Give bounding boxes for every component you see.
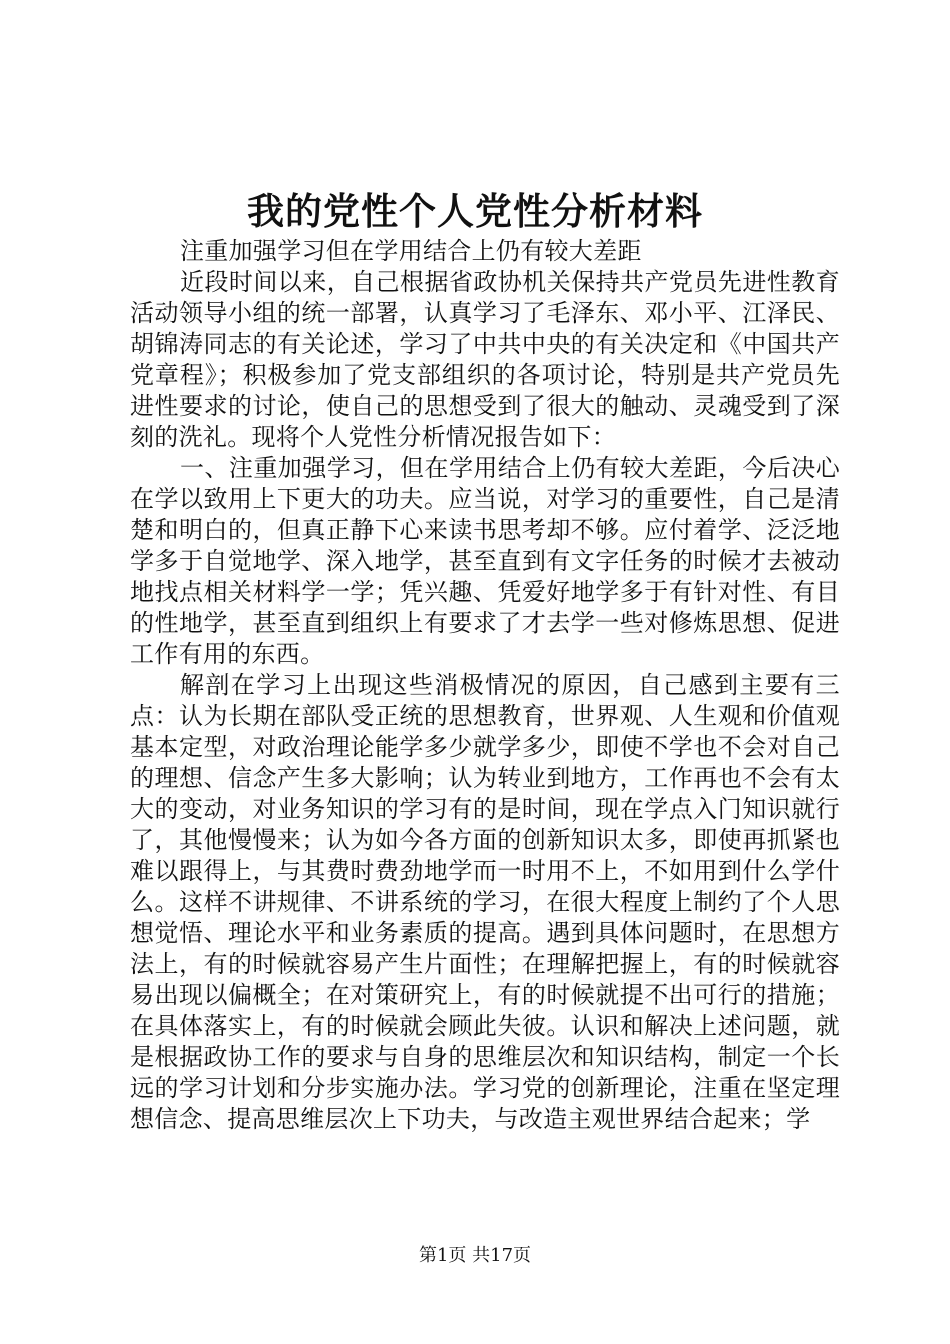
page-number: 第1页 共17页: [418, 1245, 532, 1266]
paragraph: 解剖在学习上出现这些消极情况的原因，自己感到主要有三点：认为长期在部队受正统的思想教育，世界观、人生观和价值观基本定型，对政治理论能学多少就学多少，即使不学也不会对自己的理想、信念产生多大影响；认为转业到地方，工作再也不会有太大的变动，对业务知识的学习有的是时间，现在学点入门知识就行了，其他慢慢来；认为如今各方面的创新知识太多，即使再抓紧也难以跟得上，与其费时费劲地学而一时用不上，不如用到什么学什么。这样不讲规律、不讲系统的学习，在很大程度上制约了个人思想觉悟、理论水平和业务素质的提高。遇到具体问题时，在思想方法上，有的时候就容易产生片面性；在理解把握上，有的时候就容易出现以偏概全；在对策研究上，有的时候就提不出可行的措施；在具体落实上，有的时候就会顾此失彼。认识和解决上述问题，就是根据政协工作的要求与自身的思维层次和知识结构，制定一个长远的学习计划和分步实施办法。学习党的创新理论，注重在坚定理想信念、提高思维层次上下功夫，与改造主观世界结合起来；学: [130, 671, 840, 1133]
document-title: 我的党性个人党性分析材料: [247, 189, 703, 233]
document-body: [130, 236, 840, 1135]
paragraph: 一、注重加强学习，但在学用结合上仍有较大差距，今后决心在学以致用上下更大的功夫。应当说，对学习的重要性，自己是清楚和明白的，但真正静下心来读书思考却不够。应付着学、泛泛地学多于自觉地学、深入地学，甚至直到有文字任务的时候才去被动地找点相关材料学一学；凭兴趣、凭爱好地学多于有针对性、有目的性地学，甚至直到组织上有要求了才去学一些对修炼思想、促进工作有用的东西。: [130, 454, 840, 668]
section-heading: 注重加强学习但在学用结合上仍有较大差距: [180, 237, 642, 265]
paragraph: 近段时间以来，自己根据省政协机关保持共产党员先进性教育活动领导小组的统一部署，认真学习了毛泽东、邓小平、江泽民、胡锦涛同志的有关论述，学习了中共中央的有关决定和《中国共产党章程》；积极参加了党支部组织的各项讨论，特别是共产党员先进性要求的讨论，使自己的思想受到了很大的触动、灵魂受到了深刻的洗礼。现将个人党性分析情况报告如下：: [130, 268, 840, 451]
